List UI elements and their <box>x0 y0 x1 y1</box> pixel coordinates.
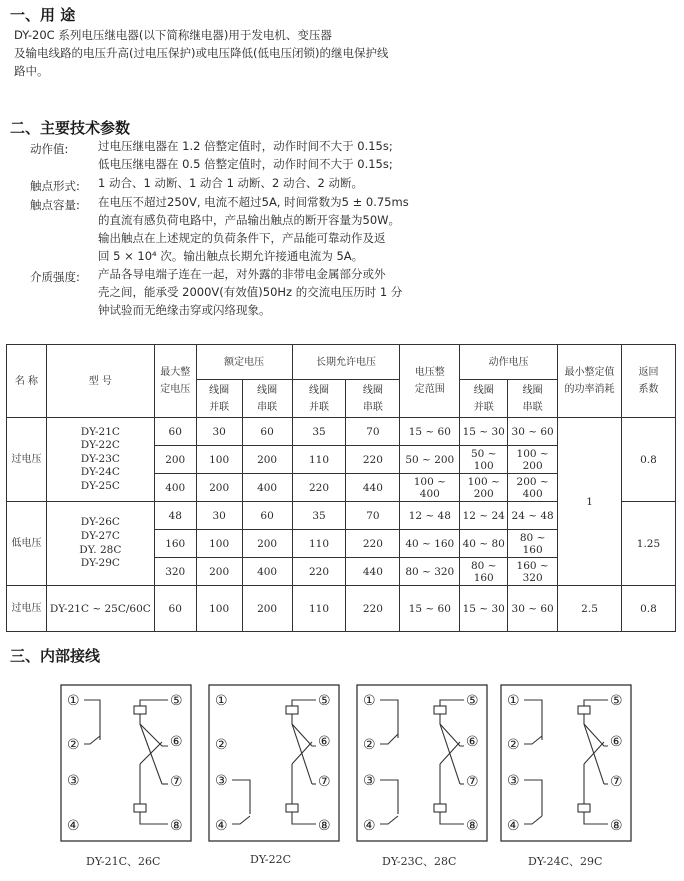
table-cell: 40 ~ 160 <box>400 530 460 558</box>
param-line: 输出触点在上述规定的负荷条件下，产品能可靠动作及返 <box>98 231 386 245</box>
header-model: 型 号 <box>46 345 154 418</box>
param-line: 在电压不超过250V, 电流不超过5A, 时间常数为5 ± 0.75ms <box>98 195 409 209</box>
terminal-7: ⑦ <box>170 774 183 790</box>
param-label-contact-form: 触点形式: <box>30 179 80 193</box>
table-cell: 15 ~ 60 <box>400 418 460 446</box>
table-cell: 50 ~ 200 <box>400 446 460 474</box>
group-name-overvoltage: 过电压 <box>7 418 47 502</box>
table-cell: 70 <box>346 418 400 446</box>
table-cell: 100 ~ 400 <box>400 474 460 502</box>
table-cell: 80 ~ 160 <box>508 530 558 558</box>
table-cell: 35 <box>292 418 346 446</box>
terminal-8: ⑧ <box>318 818 331 834</box>
subheader-series: 线圈 串联 <box>346 380 400 418</box>
terminal-3: ③ <box>507 773 520 789</box>
table-cell: 15 ~ 30 <box>460 586 508 632</box>
terminal-6: ⑥ <box>170 734 183 750</box>
return-coef-overvoltage: 0.8 <box>621 418 675 502</box>
table-cell: 200 ~ 400 <box>508 474 558 502</box>
table-cell: 30 ~ 60 <box>508 418 558 446</box>
param-line: 的直流有感负荷电路中，产品输出触点的断开容量为50W。 <box>98 213 401 227</box>
table-cell: 100 ~ 200 <box>508 446 558 474</box>
terminal-5: ⑤ <box>610 693 623 709</box>
table-cell: 35 <box>292 502 346 530</box>
terminal-6: ⑥ <box>318 734 331 750</box>
usage-line-3: 路中。 <box>14 64 49 78</box>
terminal-3: ③ <box>67 773 80 789</box>
terminal-3: ③ <box>215 773 228 789</box>
table-cell: 100 <box>196 446 242 474</box>
terminal-7: ⑦ <box>610 774 623 790</box>
diagram-caption-2: DY-22C <box>250 853 292 866</box>
section-title-wiring: 三、内部接线 <box>10 647 101 665</box>
wiring-diagram-1 <box>60 684 192 842</box>
table-cell: 440 <box>346 558 400 586</box>
table-cell: 60 <box>154 418 196 446</box>
terminal-4: ④ <box>67 818 80 834</box>
terminal-1: ① <box>67 693 80 709</box>
table-cell: 220 <box>292 474 346 502</box>
return-coef-undervoltage: 1.25 <box>621 502 675 586</box>
param-label-contact-capacity: 触点容量: <box>30 198 80 212</box>
table-cell: 220 <box>346 446 400 474</box>
last-row-return-coef: 0.8 <box>621 586 675 632</box>
table-cell: 48 <box>154 502 196 530</box>
table-cell: 440 <box>346 474 400 502</box>
table-cell: 160 ~ 320 <box>508 558 558 586</box>
param-line: 壳之间，能承受 2000V(有效值)50Hz 的交流电压历时 1 分 <box>98 285 403 299</box>
wiring-diagram-3 <box>356 684 488 842</box>
section-title-params: 二、主要技术参数 <box>10 119 131 137</box>
param-label-dielectric: 介质强度: <box>30 270 80 284</box>
terminal-6: ⑥ <box>466 734 479 750</box>
terminal-1: ① <box>507 693 520 709</box>
spec-table <box>6 344 676 632</box>
table-cell: 12 ~ 24 <box>460 502 508 530</box>
table-cell: 30 ~ 60 <box>508 586 558 632</box>
param-line: 回 5 × 10⁴ 次。输出触点长期允许接通电流为 5A。 <box>98 249 364 263</box>
terminal-4: ④ <box>363 818 376 834</box>
subheader-parallel: 线圈 并联 <box>460 380 508 418</box>
table-cell: 60 <box>154 586 196 632</box>
header-name: 名 称 <box>7 345 47 418</box>
header-allowed-voltage: 长期允许电压 <box>292 345 400 380</box>
table-cell: 220 <box>292 558 346 586</box>
table-cell: 40 ~ 80 <box>460 530 508 558</box>
param-line: 产品各导电端子连在一起，对外露的非带电金属部分或外 <box>98 267 386 281</box>
table-cell: 12 ~ 48 <box>400 502 460 530</box>
table-cell: 70 <box>346 502 400 530</box>
terminal-2: ② <box>507 737 520 753</box>
diagram-caption-4: DY-24C、29C <box>528 855 603 868</box>
subheader-series: 线圈 串联 <box>508 380 558 418</box>
header-action-voltage: 动作电压 <box>460 345 558 380</box>
group-name-undervoltage: 低电压 <box>7 502 47 586</box>
terminal-4: ④ <box>507 818 520 834</box>
table-cell: 200 <box>242 530 292 558</box>
header-range: 电压整 定范围 <box>400 345 460 418</box>
terminal-5: ⑤ <box>318 693 331 709</box>
terminal-5: ⑤ <box>466 693 479 709</box>
terminal-2: ② <box>215 737 228 753</box>
table-cell: 220 <box>346 586 400 632</box>
param-line: 钟试验而无绝缘击穿或闪络现象。 <box>98 303 271 317</box>
terminal-1: ① <box>363 693 376 709</box>
terminal-7: ⑦ <box>466 774 479 790</box>
diagram-caption-3: DY-23C、28C <box>382 855 457 868</box>
table-cell: 60 <box>242 502 292 530</box>
terminal-3: ③ <box>363 773 376 789</box>
table-cell: 24 ~ 48 <box>508 502 558 530</box>
table-cell: 80 ~ 320 <box>400 558 460 586</box>
param-line: 低电压继电器在 0.5 倍整定值时，动作时间不大于 0.15s; <box>98 157 393 171</box>
group-models: DY-21C DY-22C DY-23C DY-24C DY-25C <box>46 418 154 502</box>
header-rated-voltage: 额定电压 <box>196 345 292 380</box>
table-cell: 100 <box>196 586 242 632</box>
last-row-min-power: 2.5 <box>558 586 622 632</box>
table-cell: 15 ~ 30 <box>460 418 508 446</box>
table-cell: 30 <box>196 502 242 530</box>
table-cell: 400 <box>242 558 292 586</box>
terminal-5: ⑤ <box>170 693 183 709</box>
terminal-8: ⑧ <box>170 818 183 834</box>
table-cell: 200 <box>196 474 242 502</box>
table-cell: 160 <box>154 530 196 558</box>
section-title-usage: 一、用 途 <box>10 6 76 24</box>
usage-line-1: DY-20C 系列电压继电器(以下简称继电器)用于发电机、变压器 <box>14 28 332 42</box>
table-cell: 100 ~ 200 <box>460 474 508 502</box>
subheader-series: 线圈 串联 <box>242 380 292 418</box>
terminal-8: ⑧ <box>466 818 479 834</box>
group-models: DY-26C DY-27C DY. 28C DY-29C <box>46 502 154 586</box>
table-cell: 30 <box>196 418 242 446</box>
header-min-power: 最小整定值 的功率消耗 <box>558 345 622 418</box>
header-return-coef: 返回 系数 <box>621 345 675 418</box>
terminal-2: ② <box>363 737 376 753</box>
table-cell: 110 <box>292 446 346 474</box>
terminal-8: ⑧ <box>610 818 623 834</box>
table-cell: 15 ~ 60 <box>400 586 460 632</box>
min-power-shared: 1 <box>558 418 622 586</box>
wiring-diagram-4 <box>500 684 632 842</box>
table-cell: 220 <box>346 530 400 558</box>
table-cell: 200 <box>242 446 292 474</box>
last-row-model: DY-21C ~ 25C/60C <box>46 586 154 632</box>
table-cell: 60 <box>242 418 292 446</box>
header-max-setting: 最大整 定电压 <box>154 345 196 418</box>
param-line: 1 动合、1 动断、1 动合 1 动断、2 动合、2 动断。 <box>98 176 363 190</box>
table-cell: 400 <box>242 474 292 502</box>
terminal-6: ⑥ <box>610 734 623 750</box>
table-cell: 200 <box>196 558 242 586</box>
table-cell: 100 <box>196 530 242 558</box>
param-line: 过电压继电器在 1.2 倍整定值时，动作时间不大于 0.15s; <box>98 139 393 153</box>
terminal-1: ① <box>215 693 228 709</box>
table-cell: 200 <box>154 446 196 474</box>
param-label-action: 动作值: <box>30 142 69 156</box>
terminal-2: ② <box>67 737 80 753</box>
usage-line-2: 及输电线路的电压升高(过电压保护)或电压降低(低电压闭锁)的继电保护线 <box>14 46 389 60</box>
table-cell: 320 <box>154 558 196 586</box>
table-cell: 80 ~ 160 <box>460 558 508 586</box>
terminal-7: ⑦ <box>318 774 331 790</box>
terminal-4: ④ <box>215 818 228 834</box>
diagram-caption-1: DY-21C、26C <box>86 855 161 868</box>
table-cell: 400 <box>154 474 196 502</box>
table-cell: 50 ~ 100 <box>460 446 508 474</box>
last-row-name: 过电压 <box>7 586 47 632</box>
subheader-parallel: 线圈 并联 <box>196 380 242 418</box>
table-cell: 200 <box>242 586 292 632</box>
wiring-diagram-2 <box>208 684 340 842</box>
table-cell: 110 <box>292 530 346 558</box>
table-cell: 110 <box>292 586 346 632</box>
subheader-parallel: 线圈 并联 <box>292 380 346 418</box>
